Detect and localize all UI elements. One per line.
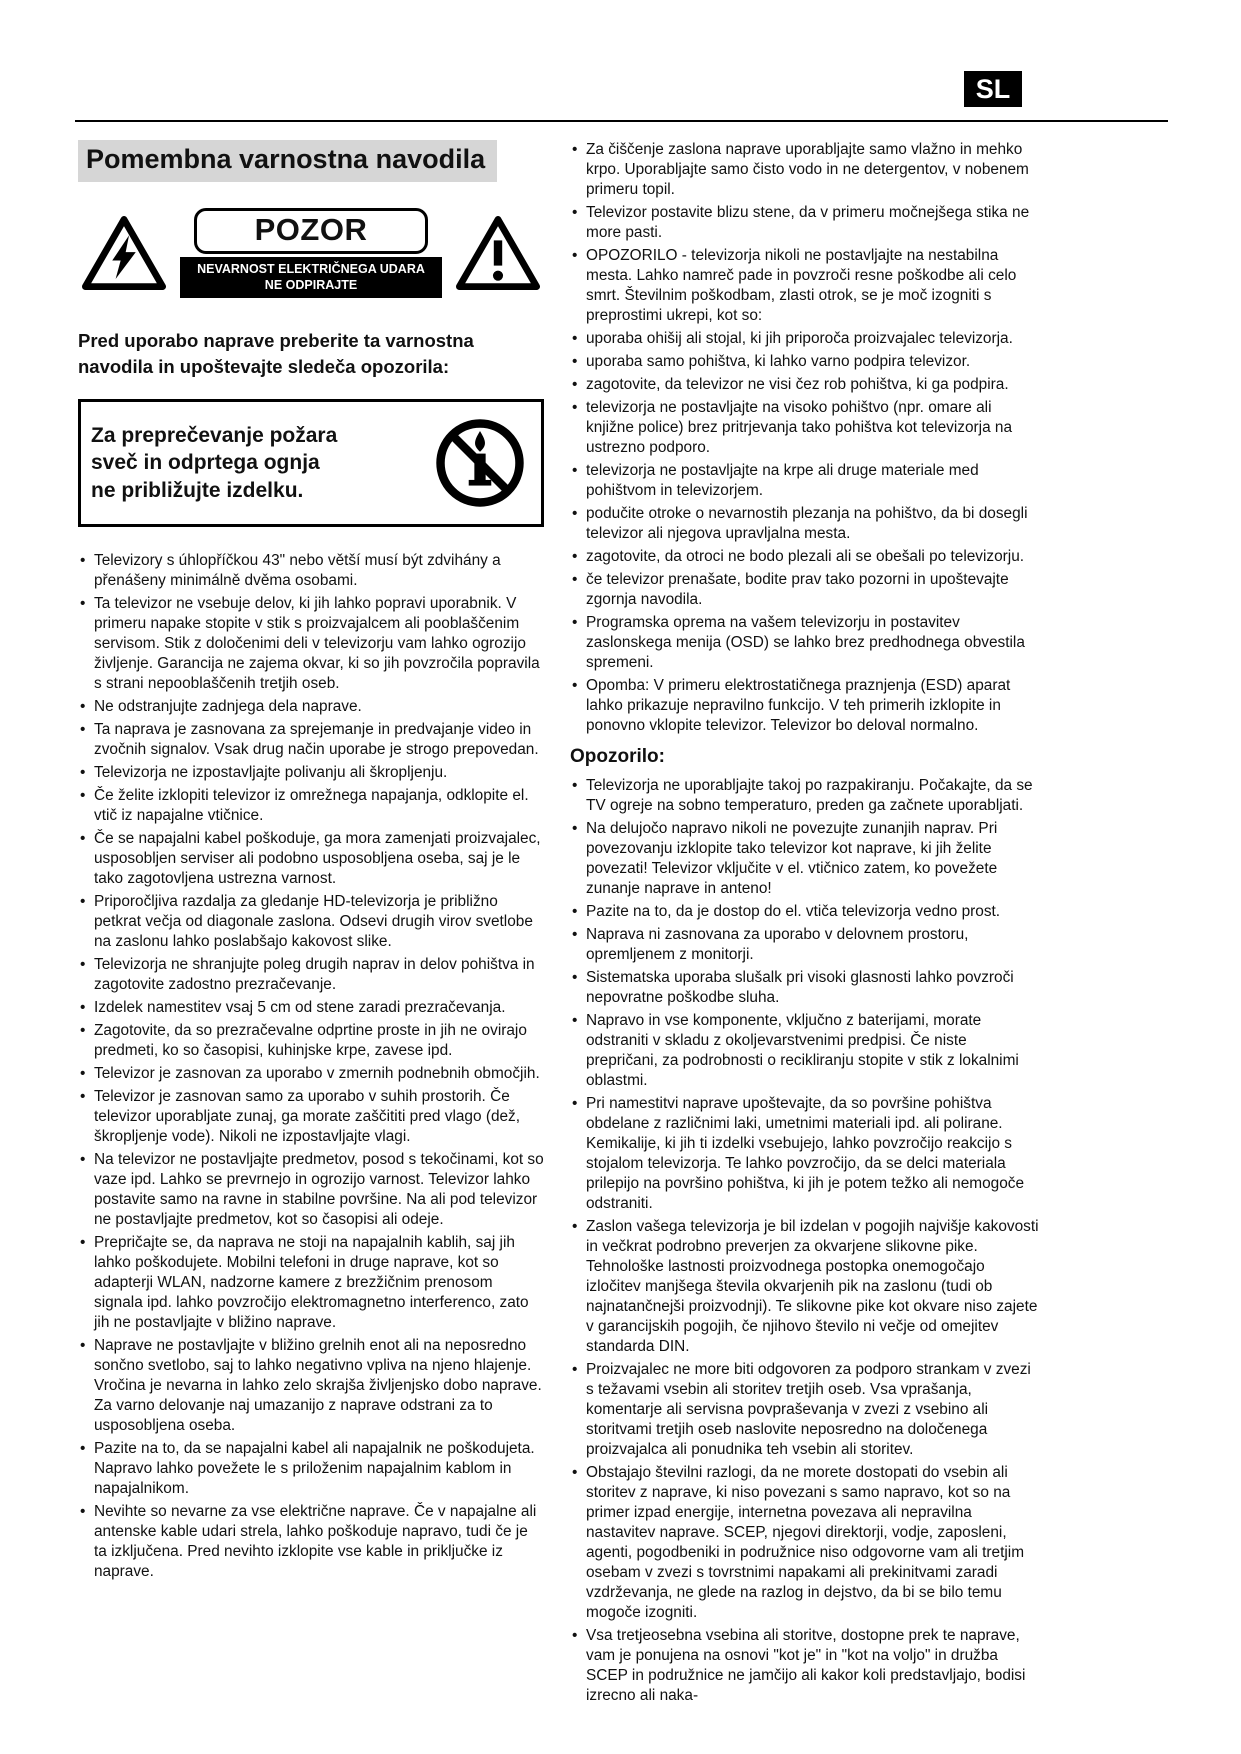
electric-shock-caution-graphic [78, 208, 544, 299]
bullet-item: • Televizorja ne shranjujte poleg drugih naprav in delov pohištva in zagotovite zadostno prezračevanje. [78, 955, 544, 995]
left-safety-list [78, 551, 544, 1582]
caution-label: POZOR [194, 208, 428, 254]
bullet-item: • Televizory s úhlopříčkou 43" nebo větší musí být zdvihány a přenášeny minimálně dvěma osobami. [78, 551, 544, 591]
bullet-item: • Nevihte so nevarne za vse električne naprave. Če v napajalne ali antenske kable udari strela, lahko poškoduje napravo, tudi če je ta izključena. Pred nevihto izklopite vse kable in priključke iz naprave. [78, 1502, 544, 1582]
bullet-item: • Prepričajte se, da naprava ne stoji na napajalnih kablih, saj jih lahko poškodujete. Mobilni telefoni in druge naprave, kot so adapterji WLAN, nadzorne kamere z brezžičnim prenosom signala ipd. lahko povzročijo elektromagnetno interferenco, zato jih ne postavljajte v bližino naprave. [78, 1233, 544, 1333]
right-safety-list-top [570, 140, 1040, 736]
bullet-item: • uporaba ohišij ali stojal, ki jih priporoča proizvajalec televizorja. [570, 329, 1040, 349]
bullet-item: • Napravo in vse komponente, vključno z baterijami, morate odstraniti v skladu z okoljevarstvenimi predpisi. Če niste prepričani, za podrobnosti o recikliranju stopite v stik z lokalnimi oblastmi. [570, 1011, 1040, 1091]
bullet-item: • Za čiščenje zaslona naprave uporabljajte samo vlažno in mehko krpo. Uporabljajte samo čisto vodo in ne detergentov, v nobenem primeru topil. [570, 140, 1040, 200]
lightning-triangle-icon [82, 215, 166, 291]
fire-line-3: ne približujte izdelku. [91, 479, 304, 503]
bullet-item: • Zaslon vašega televizorja je bil izdelan v pogojih najvišje kakovosti in večkrat podrobno preverjen za okvarjene slikovne pike. Tehnološke lastnosti proizvodnega postopka onemogočajo izločitev manjšega števila okvarjenih pik na zaslonu (tudi ob najnatančnejši proizvodnji). Te slikovne pike kot okvare niso zajete v garancijskih pogojih, če njihovo število ni večje od omejitev standarda DIN. [570, 1217, 1040, 1357]
warning-subheading: Opozorilo: [570, 746, 665, 767]
header-divider [75, 120, 1168, 122]
fire-line-2: sveč in odprtega ognja [91, 451, 320, 475]
no-open-flame-icon [433, 416, 527, 510]
bullet-item: • Pri namestitvi naprave upoštevajte, da so površine pohištva obdelane z različnimi laki, umetnimi materiali ipd. ali polirane. Kemikalije, ki jih ti izdelki vsebujejo, lahko povzročijo reakcijo s stojalom televizorja. Te lahko povzročijo, da se delci materiala prilepijo na površino pohištva, ki jih je potem težko ali nemogoče odstraniti. [570, 1094, 1040, 1214]
language-badge: SL [964, 71, 1022, 107]
danger-line-1: NEVARNOST ELEKTRIČNEGA UDARA [197, 261, 425, 276]
intro-paragraph: Pred uporabo naprave preberite ta varnostna navodila in upoštevajte sledeča opozorila: [78, 330, 474, 377]
bullet-item: • OPOZORILO - televizorja nikoli ne postavljajte na nestabilna mesta. Lahko namreč pade in povzroči resne poškodbe ali celo smrt. Številnim poškodbam, zlasti otrok, se je moč izogniti s preprostimi ukrepi, kot so: [570, 246, 1040, 326]
bullet-item: • televizorja ne postavljajte na visoko pohištvo (npr. omare ali knjižne police) brez pritrjevanja tako pohištva kot televizorja na ustrezno podporo. [570, 398, 1040, 458]
bullet-item: • če televizor prenašate, bodite prav tako pozorni in upoštevajte zgornja navodila. [570, 570, 1040, 610]
bullet-item: • Pazite na to, da se napajalni kabel ali napajalnik ne poškodujeta. Napravo lahko povežete le s priloženim napajalnim kablom in napajalnikom. [78, 1439, 544, 1499]
fire-warning-box [78, 399, 544, 527]
right-column [570, 140, 1040, 1709]
bullet-item: • Na televizor ne postavljajte predmetov, posod s tekočinami, kot so vaze ipd. Lahko se prevrnejo in ogrozijo varnost. Televizor lahko postavite samo na ravne in stabilne površine. Na ali pod televizor ne postavljajte predmetov, kot so časopisi ali odeje. [78, 1150, 544, 1230]
fire-warning-text [91, 422, 337, 505]
bullet-item: • Zagotovite, da so prezračevalne odprtine proste in jih ne ovirajo predmeti, ko so časopisi, kuhinjske krpe, zavese ipd. [78, 1021, 544, 1061]
bullet-item: • Obstajajo številni razlogi, da ne morete dostopati do vsebin ali storitev z naprave, ki niso povezani s samo napravo, kot so na primer izpad energije, internetna povezava ali nepravilna nastavitev naprave. SCEP, njegovi direktorji, vodje, zaposleni, agenti, pogodbeniki in podružnice niso odgovorne vam ali tretjim osebam v zvezi s tovrstnimi napakami ali prekinitvami zaradi vzdrževanja, ne glede na razlog in dejstvo, da bi se bilo temu mogoče izogniti. [570, 1463, 1040, 1623]
bullet-item: • Vsa tretjeosebna vsebina ali storitve, dostopne prek te naprave, vam je ponujena na osnovi "kot je" in "kot na voljo" in družba SCEP in podružnice ne jamčijo ali kakor koli predstavljajo, bodisi izrecno ali naka- [570, 1626, 1040, 1706]
caution-center [180, 208, 442, 299]
page-title: Pomembna varnostna navodila [78, 140, 497, 182]
bullet-item: • Programska oprema na vašem televizorju in postavitev zaslonskega menija (OSD) se lahko brez predhodnega obvestila spremeni. [570, 613, 1040, 673]
bullet-item: • Televizorja ne izpostavljajte polivanju ali škropljenju. [78, 763, 544, 783]
bullet-item: • Naprave ne postavljajte v bližino grelnih enot ali na neposredno sončno svetlobo, saj to lahko negativno vpliva na njeno hlajenje. Vročina je nevarna in lahko zelo skrajša življenjsko dobo naprave. Za varno delovanje naj umazanijo z naprave odstrani za to usposobljena oseba. [78, 1336, 544, 1436]
bullet-item: • Opomba: V primeru elektrostatičnega praznjenja (ESD) aparat lahko prikazuje nepravilno funkcijo. V teh primerih izklopite in ponovno vklopite televizor. Televizor bo deloval normalno. [570, 676, 1040, 736]
bullet-item: • Ne odstranjujte zadnjega dela naprave. [78, 697, 544, 717]
bullet-item: • uporaba samo pohištva, ki lahko varno podpira televizor. [570, 352, 1040, 372]
bullet-item: • Naprava ni zasnovana za uporabo v delovnem prostoru, opremljenem z monitorji. [570, 925, 1040, 965]
fire-line-1: Za preprečevanje požara [91, 423, 338, 447]
bullet-item: • Televizor postavite blizu stene, da v primeru močnejšega stika ne more pasti. [570, 203, 1040, 243]
bullet-item: • Če se napajalni kabel poškoduje, ga mora zamenjati proizvajalec, usposobljen serviser ali podobno usposobljena oseba, saj je le tako zagotovljena ustrezna varnost. [78, 829, 544, 889]
bullet-item: • podučite otroke o nevarnostih plezanja na pohištvo, da bi dosegli televizor ali njegova upravljalna mesta. [570, 504, 1040, 544]
bullet-item: • Sistematska uporaba slušalk pri visoki glasnosti lahko povzroči nepovratne poškodbe sluha. [570, 968, 1040, 1008]
bullet-item: • Pazite na to, da je dostop do el. vtiča televizorja vedno prost. [570, 902, 1040, 922]
left-column [78, 140, 544, 1709]
bullet-item: • Televizor je zasnovan za uporabo v zmernih podnebnih območjih. [78, 1064, 544, 1084]
danger-bar [180, 257, 442, 299]
content-columns [78, 140, 1040, 1709]
bullet-item: • Priporočljiva razdalja za gledanje HD-televizorja je približno petkrat večja od diagonale zaslona. Odsevi drugih virov svetlobe na zaslonu lahko poslabšajo kakovost slike. [78, 892, 544, 952]
bullet-item: • televizorja ne postavljajte na krpe ali druge materiale med pohištvom in televizorjem. [570, 461, 1040, 501]
bullet-item: • Televizorja ne uporabljajte takoj po razpakiranju. Počakajte, da se TV ogreje na sobno temperaturo, preden ga začnete uporabljati. [570, 776, 1040, 816]
bullet-item: • Če želite izklopiti televizor iz omrežnega napajanja, odklopite el. vtič iz napajalne vtičnice. [78, 786, 544, 826]
bullet-item: • zagotovite, da televizor ne visi čez rob pohištva, ki ga podpira. [570, 375, 1040, 395]
right-safety-list-bottom [570, 776, 1040, 1706]
bullet-item: • Televizor je zasnovan samo za uporabo v suhih prostorih. Če televizor uporabljate zunaj, ga morate zaščititi pred vlago (dež, škropljenje vode). Nikoli ne izpostavljajte vlagi. [78, 1087, 544, 1147]
danger-line-2: NE ODPIRAJTE [264, 277, 358, 292]
exclamation-triangle-icon [456, 215, 540, 291]
bullet-item: • Na delujočo napravo nikoli ne povezujte zunanjih naprav. Pri povezovanju izklopite tako televizor kot naprave, ki jih želite povezati! Televizor vključite v el. vtičnico zatem, ko povežete zunanje naprave in anteno! [570, 819, 1040, 899]
bullet-item: • Izdelek namestitev vsaj 5 cm od stene zaradi prezračevanja. [78, 998, 544, 1018]
bullet-item: • Ta televizor ne vsebuje delov, ki jih lahko popravi uporabnik. V primeru napake stopite v stik s proizvajalcem ali pooblaščenim servisom. Stik z določenimi deli v televizorju vam lahko ogrozijo življenje. Garancija ne zajema okvar, ki so jih povzročila popravila s strani nepooblaščenih tretjih oseb. [78, 594, 544, 694]
bullet-item: • Proizvajalec ne more biti odgovoren za podporo strankam v zvezi s težavami vsebin ali storitev tretjih oseb. Vsa vprašanja, komentarje ali servisna povpraševanja v zvezi z vsebino ali storitvami tretjih oseb naslovite neposredno na določenega proizvajalca ali ponudnika teh vsebin ali storitev. [570, 1360, 1040, 1460]
bullet-item: • zagotovite, da otroci ne bodo plezali ali se obešali po televizorju. [570, 547, 1040, 567]
bullet-item: • Ta naprava je zasnovana za sprejemanje in predvajanje video in zvočnih signalov. Vsak drug način uporabe je strogo prepovedan. [78, 720, 544, 760]
